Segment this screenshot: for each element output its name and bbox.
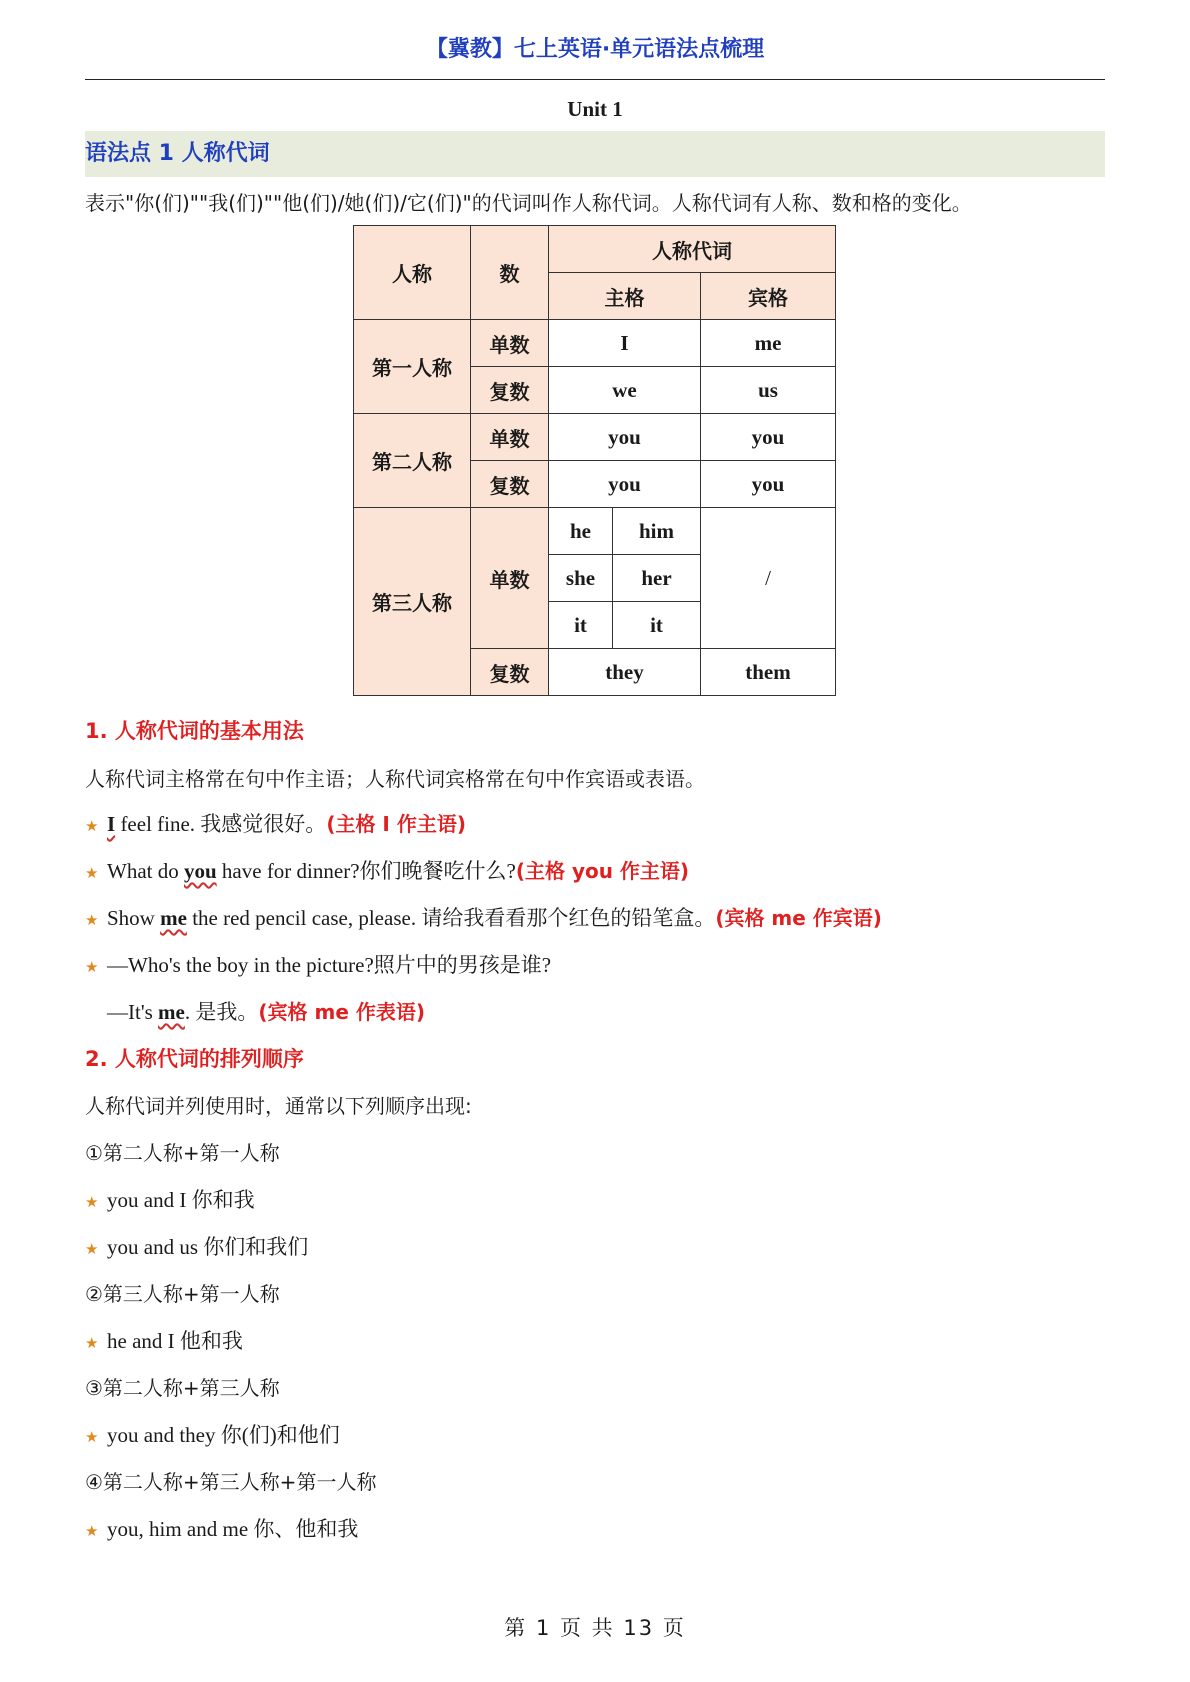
example-text: —Who's the boy in the picture?照片中的男孩是谁?: [107, 953, 552, 977]
grammar-note: (宾格 me 作宾语): [715, 906, 882, 930]
table-cell: it: [613, 602, 701, 649]
keyword: you: [183, 859, 217, 883]
table-cell: her: [613, 555, 701, 602]
page-footer: 第 1 页 共 13 页: [504, 1616, 686, 1640]
table-cell: you: [549, 461, 701, 508]
example-text: . 是我。: [184, 1000, 259, 1024]
star-icon: ★: [85, 1193, 99, 1211]
plural-label: 复数: [471, 367, 549, 414]
example-text: he and I 他和我: [107, 1329, 243, 1353]
star-icon: ★: [85, 1522, 99, 1540]
star-icon: ★: [85, 817, 99, 835]
star-icon: ★: [85, 1428, 99, 1446]
order-rule: ③第二人称+第三人称: [85, 1376, 280, 1400]
singular-label: 单数: [471, 508, 549, 649]
example-line: [107, 996, 425, 1026]
star-icon: ★: [85, 1240, 99, 1258]
example-text: feel fine. 我感觉很好。: [115, 812, 327, 836]
example-text: have for dinner?你们晚餐吃什么?: [216, 859, 516, 883]
header-person: 人称: [354, 226, 471, 320]
order-rule: ②第三人称+第一人称: [85, 1282, 280, 1306]
table-cell: him: [613, 508, 701, 555]
table-cell: they: [549, 649, 701, 696]
table-cell: I: [549, 320, 701, 367]
star-icon: ★: [85, 864, 99, 882]
grammar-point-heading: 语法点 1 人称代词: [85, 131, 1105, 177]
example-text: you, him and me 你、他和我: [107, 1517, 359, 1541]
example-text: the red pencil case, please. 请给我看看那个红色的铅笔盒。: [186, 906, 716, 930]
table-cell: you: [701, 461, 836, 508]
example-line: [85, 1325, 243, 1355]
third-person-label: 第三人称: [354, 508, 471, 696]
example-text: —It's: [107, 1000, 159, 1024]
order-rule: ④第二人称+第三人称+第一人称: [85, 1470, 377, 1494]
grammar-note: (主格 I 作主语): [326, 812, 466, 836]
singular-label: 单数: [471, 414, 549, 461]
header-pronoun: 人称代词: [549, 226, 836, 273]
example-line: [85, 949, 551, 979]
example-line: [85, 855, 689, 885]
star-icon: ★: [85, 1334, 99, 1352]
example-text: Show: [107, 906, 161, 930]
singular-label: 单数: [471, 320, 549, 367]
unit-title: Unit 1: [567, 97, 623, 121]
example-text: you and us 你们和我们: [107, 1235, 309, 1259]
page-header: 【冀教】七上英语·单元语法点梳理: [425, 37, 765, 62]
header-number: 数: [471, 226, 549, 320]
table-cell: us: [701, 367, 836, 414]
example-line: [85, 1184, 255, 1214]
plural-label: 复数: [471, 461, 549, 508]
example-line: [85, 1419, 340, 1449]
table-cell: you: [701, 414, 836, 461]
table-cell: them: [701, 649, 836, 696]
table-cell: /: [701, 508, 836, 649]
order-rule: ①第二人称+第一人称: [85, 1141, 280, 1165]
keyword: I: [107, 812, 116, 836]
example-line: [85, 1513, 358, 1543]
second-person-label: 第二人称: [354, 414, 471, 508]
grammar-note: (宾格 me 作表语): [258, 1000, 425, 1024]
intro-text: 表示"你(们)""我(们)""他(们)/她(们)/它(们)"的代词叫作人称代词。人称代词有人称、数和格的变化。: [85, 191, 972, 215]
table-cell: she: [549, 555, 613, 602]
header-divider: [85, 79, 1105, 80]
example-text: you and they 你(们)和他们: [107, 1423, 340, 1447]
example-line: [85, 808, 466, 838]
section-2-heading: 2. 人称代词的排列顺序: [85, 1047, 304, 1071]
plural-label: 复数: [471, 649, 549, 696]
star-icon: ★: [85, 958, 99, 976]
section-2-desc: 人称代词并列使用时，通常以下列顺序出现:: [85, 1094, 472, 1118]
header-object-case: 宾格: [701, 273, 836, 320]
star-icon: ★: [85, 911, 99, 929]
table-cell: you: [549, 414, 701, 461]
table-cell: me: [701, 320, 836, 367]
example-line: [85, 902, 882, 932]
keyword: me: [158, 1000, 185, 1024]
example-text: What do: [107, 859, 184, 883]
section-1-desc: 人称代词主格常在句中作主语；人称代词宾格常在句中作宾语或表语。: [85, 767, 705, 791]
header-subject-case: 主格: [549, 273, 701, 320]
example-line: [85, 1231, 308, 1261]
section-1-heading: 1. 人称代词的基本用法: [85, 719, 304, 743]
table-cell: he: [549, 508, 613, 555]
table-cell: it: [549, 602, 613, 649]
example-text: you and I 你和我: [107, 1188, 255, 1212]
first-person-label: 第一人称: [354, 320, 471, 414]
keyword: me: [160, 906, 187, 930]
pronoun-table: [353, 225, 836, 696]
grammar-note: (主格 you 作主语): [515, 859, 690, 883]
table-cell: we: [549, 367, 701, 414]
